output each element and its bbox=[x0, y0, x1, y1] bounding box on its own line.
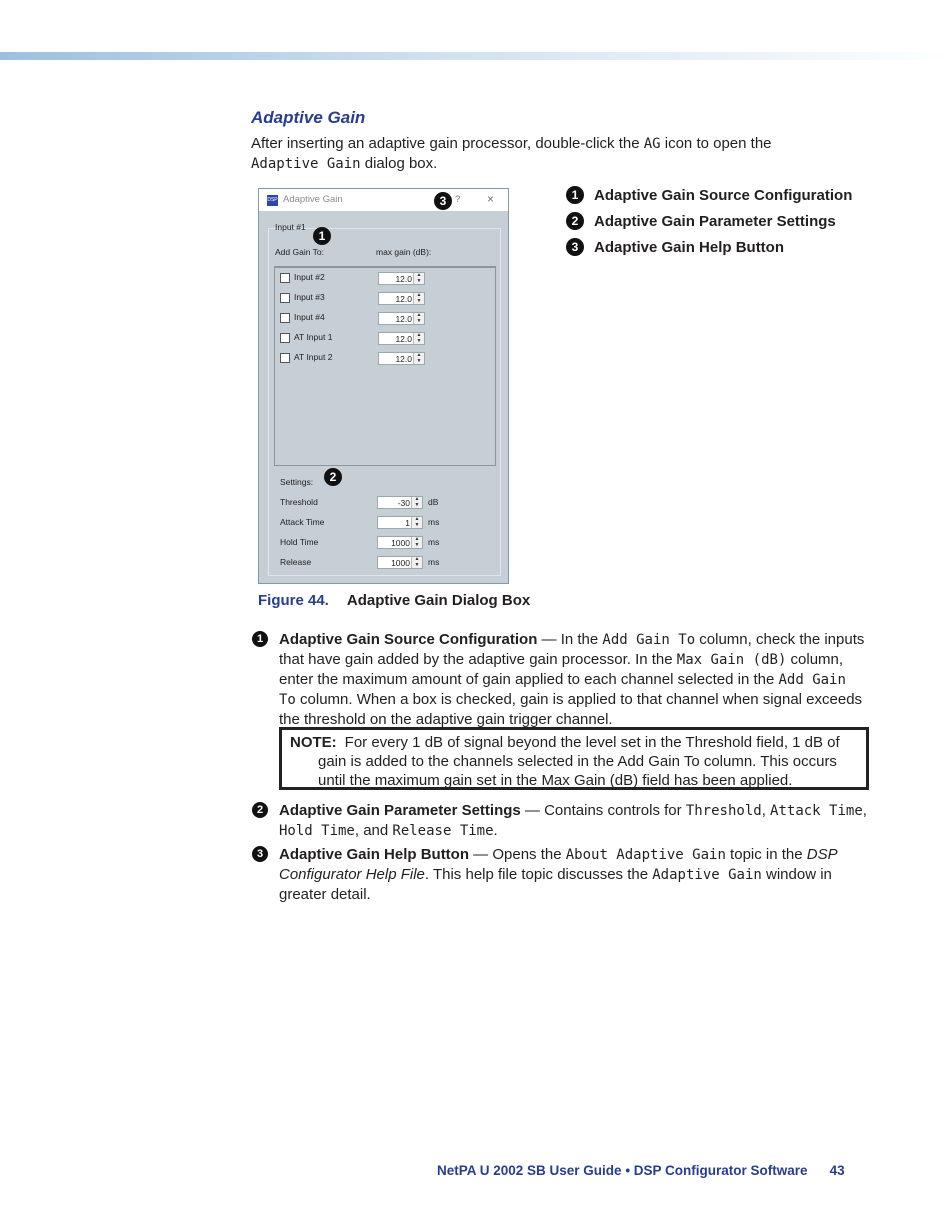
channel-label: Input #4 bbox=[294, 312, 325, 322]
group-label: Input #1 bbox=[275, 222, 306, 232]
description-help-button: Adaptive Gain Help Button — Opens the About Adaptive Gain topic in the DSP Configurator Help File. This help file topic discusses the Adaptive Gain window in greater detail. bbox=[279, 846, 838, 903]
channel-label: Input #2 bbox=[294, 272, 325, 282]
close-icon[interactable]: × bbox=[487, 192, 495, 206]
header-gradient-bar bbox=[0, 52, 950, 60]
release-unit: ms bbox=[428, 557, 440, 567]
max-gain-value: 12.0 bbox=[395, 294, 412, 304]
figure-number: Figure 44. bbox=[258, 592, 329, 609]
spinner-arrows-icon[interactable]: ▲ ▼ bbox=[411, 537, 422, 548]
callout-badge-1: 1 bbox=[252, 631, 268, 647]
callout-badge: 1 bbox=[566, 186, 584, 204]
dsp-app-icon: DSP bbox=[267, 195, 278, 206]
note-label: NOTE: bbox=[290, 734, 337, 751]
dialog-title: Adaptive Gain bbox=[283, 194, 343, 205]
spinner-arrows-icon[interactable]: ▲ ▼ bbox=[413, 353, 424, 364]
channel-checkbox[interactable] bbox=[280, 273, 290, 283]
max-gain-value: 12.0 bbox=[395, 334, 412, 344]
channel-label: AT Input 1 bbox=[294, 332, 333, 342]
description-source-config: Adaptive Gain Source Configuration — In the Add Gain To column, check the inputs that have gain added by the adaptive gain processor. In the Max Gain (dB) column, enter the maximum amount of gain applied to each channel selected in the Add Gain To column. When a box is checked, gain is applied to that channel when signal exceeds the threshold on the adaptive gain trigger channel. bbox=[279, 631, 865, 728]
legend-item-3 bbox=[566, 239, 784, 256]
figure-title: Adaptive Gain Dialog Box bbox=[346, 592, 531, 609]
note-box bbox=[279, 727, 869, 790]
hold-time-unit: ms bbox=[428, 537, 440, 547]
spinner-arrows-icon[interactable]: ▲ ▼ bbox=[413, 333, 424, 344]
note-text: For every 1 dB of signal beyond the level set in the Threshold field, 1 dB of gain is added to the channels selected in the Add Gain To column. This occurs until the maximum gain set in the Max Gain (dB) field has been applied. bbox=[318, 734, 840, 789]
callout-badge: 2 bbox=[566, 212, 584, 230]
legend-label: Adaptive Gain Parameter Settings bbox=[594, 213, 836, 230]
legend-item-1 bbox=[566, 187, 852, 204]
channel-label: AT Input 2 bbox=[294, 352, 333, 362]
legend-label: Adaptive Gain Source Configuration bbox=[594, 187, 853, 204]
max-gain-spinner[interactable] bbox=[378, 272, 425, 285]
add-gain-to-header: Add Gain To: bbox=[275, 247, 324, 257]
spinner-arrows-icon[interactable]: ▲ ▼ bbox=[413, 313, 424, 324]
max-gain-spinner[interactable] bbox=[378, 352, 425, 365]
release-spinner[interactable] bbox=[377, 556, 423, 569]
list-item bbox=[275, 270, 495, 286]
hold-time-value: 1000 bbox=[391, 538, 410, 548]
hold-time-label: Hold Time bbox=[280, 537, 319, 547]
threshold-unit: dB bbox=[428, 497, 439, 507]
attack-time-value: 1 bbox=[405, 518, 410, 528]
hold-time-spinner[interactable] bbox=[377, 536, 423, 549]
channel-list bbox=[274, 266, 496, 466]
threshold-label: Threshold bbox=[280, 497, 318, 507]
page-footer bbox=[437, 1163, 845, 1178]
legend-label: Adaptive Gain Help Button bbox=[594, 239, 785, 256]
callout-badge-2: 2 bbox=[252, 802, 268, 818]
channel-checkbox[interactable] bbox=[280, 293, 290, 303]
description-parameter-settings: Adaptive Gain Parameter Settings — Contains controls for Threshold, Attack Time, Hold Time, and Release Time. bbox=[279, 802, 867, 839]
list-item bbox=[275, 310, 495, 326]
attack-time-label: Attack Time bbox=[280, 517, 325, 527]
spinner-arrows-icon[interactable]: ▲ ▼ bbox=[413, 273, 424, 284]
legend-item-2 bbox=[566, 213, 836, 230]
channel-label: Input #3 bbox=[294, 292, 325, 302]
page-number: 43 bbox=[829, 1163, 845, 1178]
max-gain-value: 12.0 bbox=[395, 354, 412, 364]
channel-checkbox[interactable] bbox=[280, 333, 290, 343]
dialog-title-bar bbox=[259, 189, 508, 211]
callout-badge: 3 bbox=[566, 238, 584, 256]
figure-caption bbox=[258, 592, 530, 609]
spinner-arrows-icon[interactable]: ▲ ▼ bbox=[411, 497, 422, 508]
section-title: Adaptive Gain bbox=[251, 108, 366, 127]
list-item bbox=[275, 330, 495, 346]
spinner-arrows-icon[interactable]: ▲ ▼ bbox=[411, 517, 422, 528]
threshold-spinner[interactable] bbox=[377, 496, 423, 509]
max-gain-spinner[interactable] bbox=[378, 332, 425, 345]
spinner-arrows-icon[interactable]: ▲ ▼ bbox=[411, 557, 422, 568]
max-gain-spinner[interactable] bbox=[378, 292, 425, 305]
release-label: Release bbox=[280, 557, 312, 567]
list-item bbox=[275, 350, 495, 366]
adaptive-gain-dialog bbox=[258, 188, 509, 584]
channel-checkbox[interactable] bbox=[280, 353, 290, 363]
footer-title: NetPA U 2002 SB User Guide • DSP Configurator Software bbox=[437, 1163, 808, 1178]
spinner-arrows-icon[interactable]: ▲ ▼ bbox=[413, 293, 424, 304]
max-gain-spinner[interactable] bbox=[378, 312, 425, 325]
release-value: 1000 bbox=[391, 558, 410, 568]
intro-paragraph: After inserting an adaptive gain processor, double-click the AG icon to open the Adaptive Gain dialog box. bbox=[251, 135, 772, 172]
attack-time-unit: ms bbox=[428, 517, 440, 527]
attack-time-spinner[interactable] bbox=[377, 516, 423, 529]
max-gain-value: 12.0 bbox=[395, 314, 412, 324]
callout-badge-3: 3 bbox=[252, 846, 268, 862]
max-gain-header: max gain (dB): bbox=[376, 247, 432, 257]
channel-checkbox[interactable] bbox=[280, 313, 290, 323]
callout-badge-2: 2 bbox=[324, 468, 342, 486]
callout-badge-3: 3 bbox=[434, 192, 452, 210]
callout-badge-1: 1 bbox=[313, 227, 331, 245]
settings-label: Settings: bbox=[280, 477, 314, 487]
help-button[interactable]: ? bbox=[455, 194, 461, 205]
threshold-value: -30 bbox=[397, 498, 410, 508]
list-item bbox=[275, 290, 495, 306]
max-gain-value: 12.0 bbox=[395, 274, 412, 284]
